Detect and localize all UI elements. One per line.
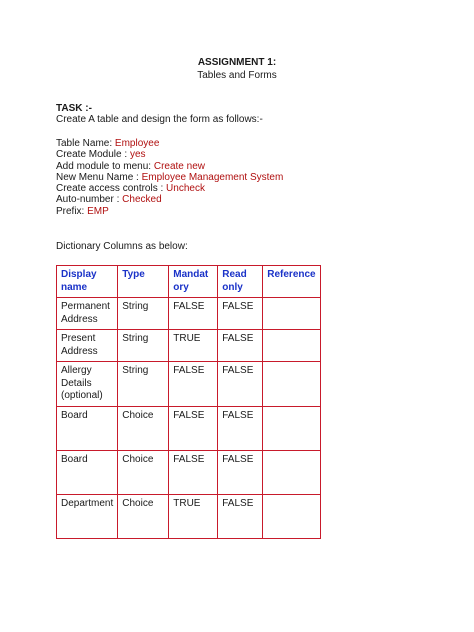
assignment-subtitle: Tables and Forms [197, 70, 277, 81]
header-read-only: Read only [218, 266, 263, 298]
cell-display-name: Present Address [57, 330, 118, 362]
cell-display-name: Permanent Address [57, 298, 118, 330]
cell-reference [263, 495, 320, 539]
cell-mandatory: FALSE [169, 451, 218, 495]
task-heading: TASK :- [56, 103, 92, 114]
cell-mandatory: TRUE [169, 495, 218, 539]
header-type: Type [118, 266, 169, 298]
cell-read-only: FALSE [218, 298, 263, 330]
spec-table-name: Table Name: Employee [56, 138, 160, 149]
spec-prefix: Prefix: EMP [56, 205, 109, 217]
spec-access-controls: Create access controls : Uncheck [56, 183, 205, 195]
cell-type: String [118, 298, 169, 330]
spec-create-module: Create Module : yes [56, 149, 146, 161]
spec-add-to-menu: Add module to menu: Create new [56, 160, 205, 172]
header-mandatory: Mandatory [169, 266, 218, 298]
cell-read-only: FALSE [218, 407, 263, 451]
cell-type: Choice [118, 451, 169, 495]
cell-mandatory: FALSE [169, 407, 218, 451]
cell-type: String [118, 362, 169, 407]
assignment-title: ASSIGNMENT 1: [197, 57, 277, 68]
cell-mandatory: FALSE [169, 298, 218, 330]
cell-read-only: FALSE [218, 495, 263, 539]
table-header-row [57, 266, 321, 298]
cell-read-only: FALSE [218, 362, 263, 407]
cell-display-name: Board [57, 451, 118, 495]
cell-type: Choice [118, 407, 169, 451]
table-row [57, 298, 321, 330]
spec-menu-name: New Menu Name : Employee Management System [56, 171, 284, 183]
cell-reference [263, 330, 320, 362]
cell-read-only: FALSE [218, 330, 263, 362]
task-description: Create A table and design the form as follows:- [56, 114, 263, 125]
header-reference: Reference [263, 266, 320, 298]
spec-auto-number: Auto-number : Checked [56, 194, 162, 206]
cell-display-name: Board [57, 407, 118, 451]
cell-reference [263, 451, 320, 495]
table-row [57, 330, 321, 362]
cell-read-only: FALSE [218, 451, 263, 495]
dictionary-table [56, 265, 321, 539]
cell-display-name: Allergy Details (optional) [57, 362, 118, 407]
table-row [57, 362, 321, 407]
cell-display-name: Department [57, 495, 118, 539]
cell-reference [263, 407, 320, 451]
cell-mandatory: TRUE [169, 330, 218, 362]
cell-reference [263, 362, 320, 407]
dictionary-intro: Dictionary Columns as below: [56, 241, 188, 252]
cell-mandatory: FALSE [169, 362, 218, 407]
cell-type: String [118, 330, 169, 362]
table-row [57, 495, 321, 539]
cell-type: Choice [118, 495, 169, 539]
cell-reference [263, 298, 320, 330]
table-row [57, 451, 321, 495]
header-display-name: Display name [57, 266, 118, 298]
spec-list [56, 138, 283, 217]
table-row [57, 407, 321, 451]
